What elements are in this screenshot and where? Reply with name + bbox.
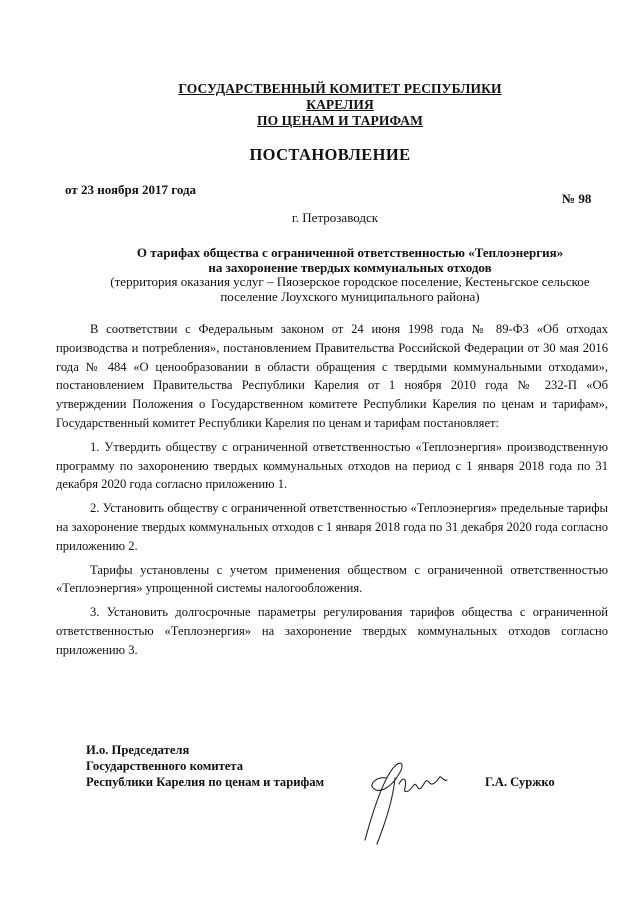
document-date: от 23 ноября 2017 года xyxy=(65,182,197,197)
subject-normal-line1: (территория оказания услуг – Пяозерское городское поселение, Кестеньгское сельское xyxy=(110,274,590,289)
signatory-line2: Государственного комитета xyxy=(86,759,244,773)
document-body xyxy=(56,320,608,665)
body-paragraph-item1: 1. Утвердить обществу с ограниченной ответственностью «Теплоэнергия» производственную программу по захоронению твердых коммунальных отходов на период с 1 января 2018 года по 31 декабря 2020 года согласно приложению 1. xyxy=(56,439,608,492)
signatory-line1: И.о. Председателя xyxy=(86,743,190,757)
body-paragraph-note: Тарифы установлены с учетом применения обществом с ограниченной ответственностью «Теплоэнергия» упрощенной системы налогообложения. xyxy=(56,562,608,596)
document-number: № 98 xyxy=(562,191,592,206)
issuer-header-line1: ГОСУДАРСТВЕННЫЙ КОМИТЕТ РЕСПУБЛИКИ КАРЕЛИЯ xyxy=(178,81,502,112)
signatory-title xyxy=(86,742,324,790)
subject-normal-line2: поселение Лоухского муниципального района) xyxy=(220,288,480,304)
document-subject xyxy=(100,246,600,304)
document-title: ПОСТАНОВЛЕНИЕ xyxy=(249,145,411,164)
signatory-name: Г.А. Суржко xyxy=(485,775,555,789)
signatory-line3: Республики Карелия по ценам и тарифам xyxy=(86,775,325,789)
handwritten-signature xyxy=(343,748,453,848)
body-paragraph-item2: 2. Установить обществу с ограниченной ответственностью «Теплоэнергия» предельные тарифы на захоронение твердых коммунальных отходов с 1 января 2018 года по 31 декабря 2020 года согласно приложению 2. xyxy=(56,501,608,553)
body-paragraph-item3: 3. Установить долгосрочные параметры регулирования тарифов общества с ограниченной ответственностью «Теплоэнергия» на захоронение твердых коммунальных отходов согласно приложению 3. xyxy=(56,605,608,657)
body-paragraph-preamble: В соответствии с Федеральным законом от 24 июня 1998 года № 89-ФЗ «Об отходах производства и потребления», постановлением Правительства Российской Федерации от 30 мая 2016 года № 484 «О ценообразовании в области обращения с твердыми коммунальными отходами», постановлением Правительства Республики Карелия от 1 ноября 2010 года № 232-П «Об утверждении Положения о Государственном комитете Республики Карелия по ценам и тарифам», Государственный комитет Республики Карелия по ценам и тарифам постановляет: xyxy=(56,322,608,430)
subject-bold-line2: на захоронение твердых коммунальных отходов xyxy=(208,259,492,275)
issuer-header xyxy=(150,81,530,129)
document-city: г. Петрозаводск xyxy=(291,210,379,225)
subject-bold-line1: О тарифах общества с ограниченной ответственностью «Теплоэнергия» xyxy=(136,245,564,260)
issuer-header-line2: ПО ЦЕНАМ И ТАРИФАМ xyxy=(257,113,423,128)
